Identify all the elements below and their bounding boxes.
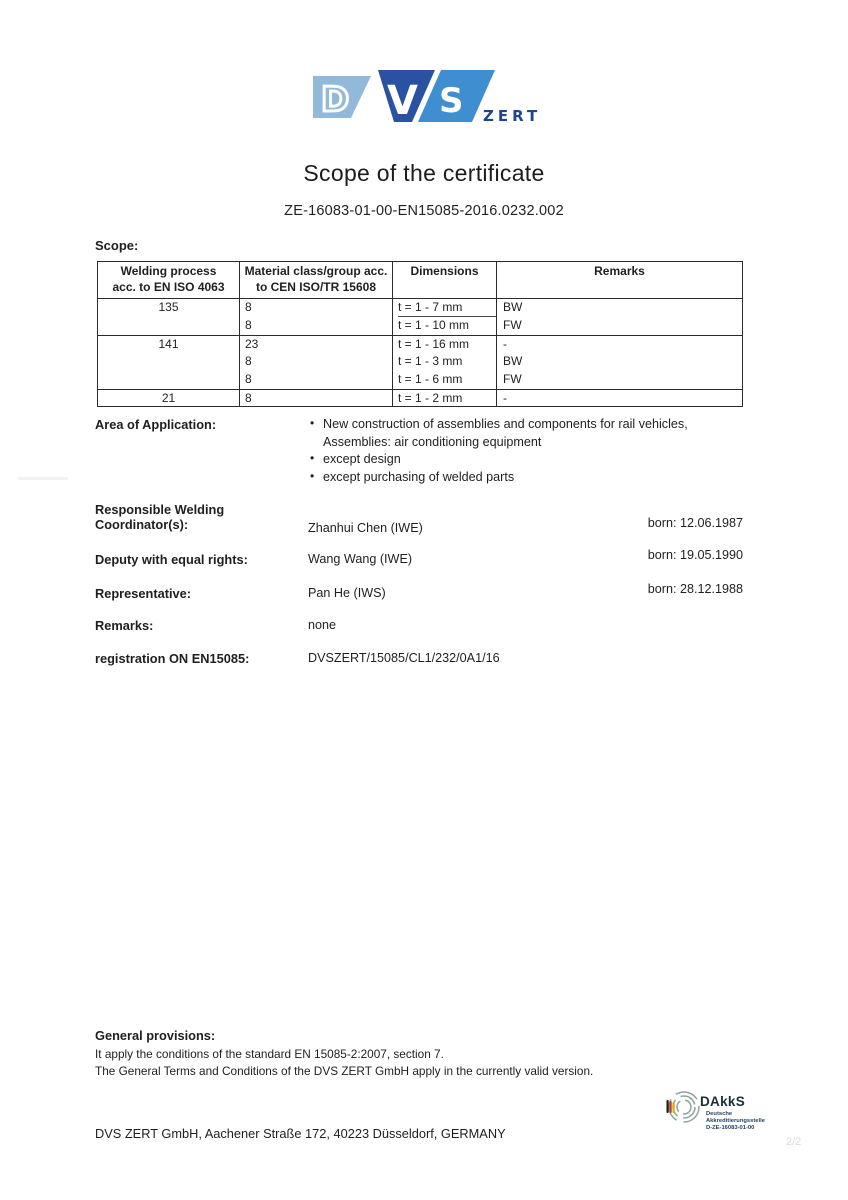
cell-material: 8 — [245, 354, 252, 369]
cell-dimensions: t = 1 - 3 mm — [398, 354, 463, 369]
cell-material: 8 — [245, 372, 252, 387]
cell-remarks-stack — [496, 390, 742, 406]
dakks-org-line1: Deutsche — [706, 1111, 733, 1117]
dakks-name: DAkkS — [700, 1094, 746, 1109]
cell-material: 8 — [245, 317, 252, 332]
general-provisions-label: General provisions: — [95, 1028, 216, 1043]
cell-process: 141 — [158, 336, 179, 351]
bullet-icon: • — [310, 416, 315, 430]
list-item-continuation — [308, 434, 748, 452]
cell-remarks: BW — [503, 354, 523, 369]
certificate-number: ZE-16083-01-00-EN15085-2016.0232.002 — [284, 203, 564, 219]
label-line2: Coordinator(s): — [95, 517, 189, 532]
bullet-icon: • — [310, 451, 315, 465]
cell-dimensions: t = 1 - 6 mm — [398, 372, 463, 387]
cell-material-stack — [239, 336, 392, 389]
registration-label: registration ON EN15085: — [95, 651, 250, 666]
representative-label: Representative: — [95, 586, 192, 601]
col-header-dimensions: Dimensions — [392, 262, 496, 298]
responsible-coordinator-label — [95, 502, 224, 532]
col-header-welding-line2: acc. to EN ISO 4063 — [112, 279, 225, 294]
cell-dimensions: t = 1 - 16 mm — [398, 336, 470, 351]
dvs-zert-logo — [313, 68, 553, 126]
cell-process: 135 — [158, 300, 179, 314]
dakks-details — [706, 1111, 765, 1132]
cell-material-stack — [239, 390, 392, 406]
label-line1: Responsible Welding — [95, 502, 225, 517]
logo-letter-d: D — [321, 80, 350, 120]
remarks-label: Remarks: — [95, 618, 154, 633]
cell-remarks-stack — [496, 299, 742, 335]
cell-dimensions: t = 1 - 2 mm — [398, 390, 463, 405]
dakks-accreditation-mark — [664, 1086, 794, 1146]
deputy-label: Deputy with equal rights: — [95, 552, 248, 567]
cell-remarks: - — [503, 390, 507, 405]
cell-remarks: - — [503, 336, 507, 351]
list-item — [308, 416, 748, 434]
dakks-circles-icon — [664, 1088, 700, 1128]
list-item — [308, 451, 748, 469]
cell-material-stack — [239, 299, 392, 335]
dakks-registration-number: D-ZE-16083-01-00 — [706, 1125, 755, 1131]
representative-born: born: 28.12.1988 — [647, 582, 743, 596]
list-item — [308, 469, 748, 487]
logo-letter-v: V — [387, 78, 418, 124]
bullet-icon: • — [310, 468, 315, 483]
col-header-material — [239, 262, 392, 298]
scope-table — [97, 261, 743, 407]
dakks-org-line2: Akkreditierungsstelle — [706, 1118, 765, 1124]
col-header-welding-process — [98, 262, 239, 298]
logo-letter-s: S — [439, 81, 464, 121]
col-header-material-line1: Material class/group acc. — [244, 264, 388, 278]
list-item-text: except purchasing of welded parts — [323, 469, 515, 484]
cell-material: 8 — [245, 390, 252, 405]
deputy-born: born: 19.05.1990 — [647, 548, 743, 562]
general-provisions-line1: It apply the conditions of the standard EN 15085-2:2007, section 7. — [95, 1047, 444, 1061]
cell-dimensions: t = 1 - 10 mm — [398, 317, 470, 332]
area-of-application-list — [308, 416, 748, 486]
cell-material: 8 — [245, 300, 252, 314]
col-header-material-line2: to CEN ISO/TR 15608 — [255, 279, 377, 294]
cell-dimensions-stack — [392, 390, 496, 406]
cell-dimensions: t = 1 - 7 mm — [398, 299, 496, 317]
deputy-name: Wang Wang (IWE) — [308, 552, 413, 566]
area-of-application-label: Area of Application: — [95, 417, 217, 432]
responsible-coordinator-born: born: 12.06.1987 — [647, 516, 743, 530]
col-header-welding-line1: Welding process — [120, 264, 217, 278]
table-group-135 — [98, 298, 742, 335]
cell-dimensions-stack — [392, 299, 496, 335]
table-group-141 — [98, 335, 742, 389]
list-item-text: Assemblies: air conditioning equipment — [323, 434, 542, 449]
remarks-value: none — [308, 618, 337, 632]
cell-remarks: FW — [503, 317, 522, 332]
cell-process: 21 — [161, 390, 176, 405]
col-header-remarks: Remarks — [496, 262, 742, 298]
cell-remarks: FW — [503, 372, 522, 387]
representative-name: Pan He (IWS) — [308, 586, 386, 600]
registration-value: DVSZERT/15085/CL1/232/0A1/16 — [308, 651, 500, 665]
responsible-coordinator-name: Zhanhui Chen (IWE) — [308, 521, 423, 535]
dvs-logo-graphic — [313, 68, 553, 126]
cell-material: 23 — [245, 336, 259, 351]
cell-remarks-stack — [496, 336, 742, 389]
page-title: Scope of the certificate — [303, 160, 545, 186]
cell-dimensions-stack — [392, 336, 496, 389]
table-group-21 — [98, 389, 742, 406]
general-provisions-line2: The General Terms and Conditions of the DVS ZERT GmbH apply in the currently valid version. — [95, 1064, 594, 1078]
page-number: 2/2 — [786, 1136, 802, 1148]
table-header-row — [98, 262, 742, 298]
scan-artifact — [18, 477, 68, 480]
list-item-text: New construction of assemblies and components for rail vehicles, — [323, 417, 688, 431]
scope-label: Scope: — [95, 238, 139, 253]
logo-zert-text: ZERT — [483, 107, 542, 125]
cell-remarks: BW — [503, 300, 523, 314]
footer-address: DVS ZERT GmbH, Aachener Straße 172, 40223 Düsseldorf, GERMANY — [95, 1126, 506, 1141]
list-item-text: except design — [323, 452, 401, 466]
